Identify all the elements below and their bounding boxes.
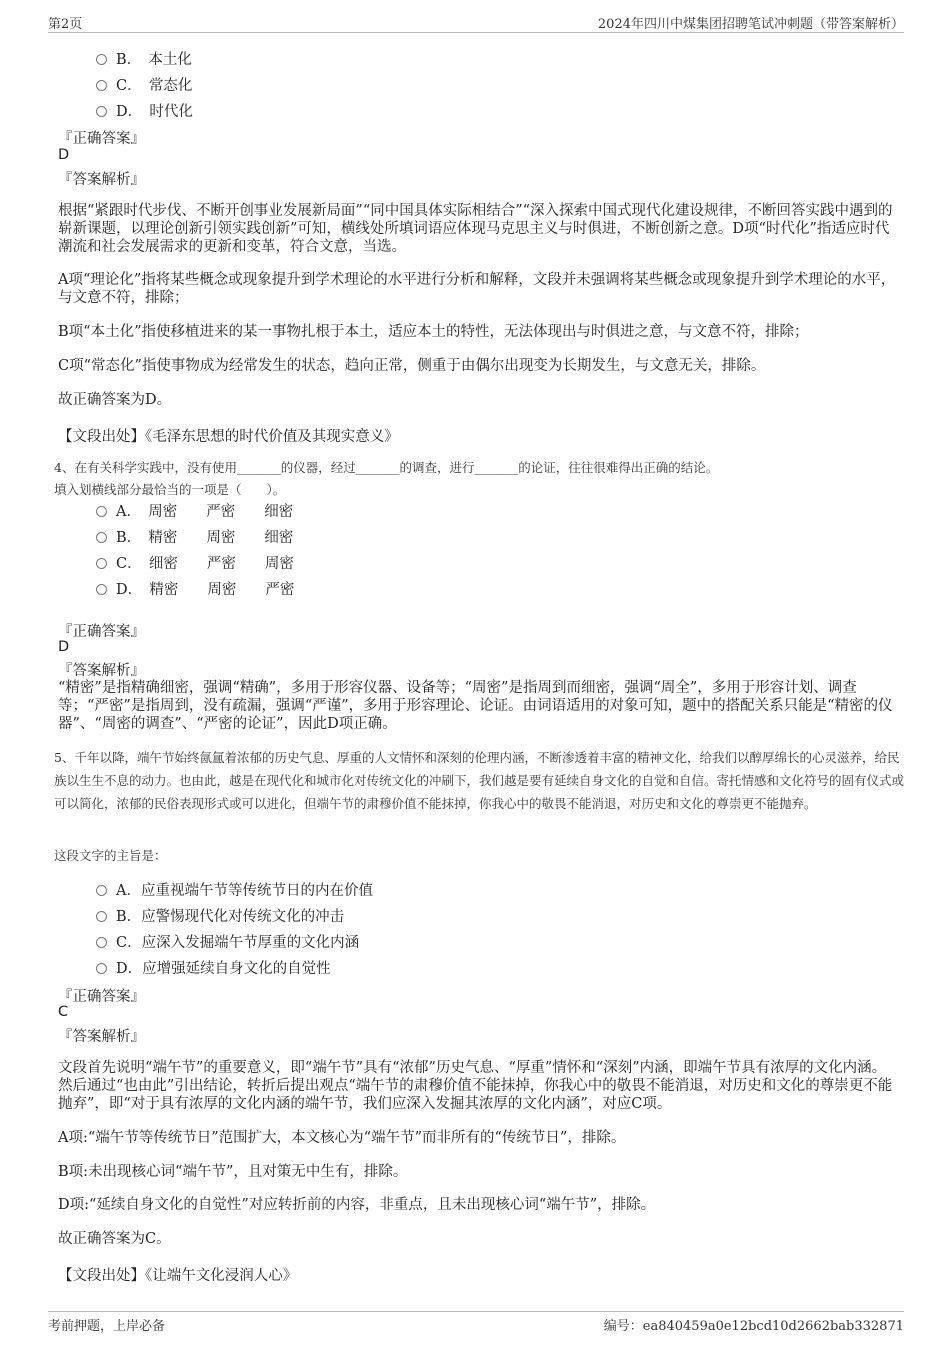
q5-stem: 5、千年以降，端午节始终氤氲着浓郁的历史气息、厚重的人文情怀和深刻的伦理内涵，不断渗透着丰富的精神文化，给我们以醇厚绵长的心灵滋养，给民族以生生不息的动力。也由此，越是在现代化和城市化对传统文化的冲刷下，我们越是要有延续自身文化的自觉和自信。寄托情感和文化符号的固有仪式或可以简化，浓郁的民俗表现形式或可以进化，但端午节的肃穆价值不能抹掉，你我心中的敬畏不能消退，对历史和文化的尊崇更不能抛弃。 — [54, 750, 905, 811]
q3-option-d[interactable]: D． 时代化 — [96, 100, 193, 121]
radio-icon[interactable] — [96, 937, 107, 948]
q5-option-d[interactable]: D．应增强延续自身文化的自觉性 — [96, 957, 331, 978]
q5-analysis-label: 『答案解析』 — [58, 1029, 145, 1045]
q4-answer-label: 『正确答案』 — [58, 624, 145, 640]
q4-analysis: “精密”是指精确细密，强调“精确”，多用于形容仪器、设备等；“周密”是指周到而细密，强调“周全”，多用于形容计划、调查等；“严密”是指周到，没有疏漏，强调“严谨”，多用于形容理论、论证。由词语适用的对象可知，题中的搭配关系只能是“精密的仪器”、“周密的调查”、“严密的论证”，因此D项正确。 — [58, 680, 893, 732]
q3-analysis-para-3: B项“本土化”指使移植进来的某一事物扎根于本土，适应本土的特性，无法体现出与时俱进之意，与文意不符，排除； — [58, 324, 809, 340]
q3-answer: D — [58, 147, 70, 163]
radio-icon[interactable] — [96, 963, 107, 974]
document-id: 编号：ea840459a0e12bcd10d2662bab332871 — [603, 1319, 904, 1334]
q5-option-c[interactable]: C．应深入发掘端午节厚重的文化内涵 — [96, 931, 359, 952]
radio-icon[interactable] — [96, 106, 107, 117]
document-title: 2024年四川中煤集团招聘笔试冲刺题（带答案解析） — [597, 17, 904, 32]
q4-option-b[interactable]: B． 精密 周密 细密 — [96, 526, 293, 547]
q5-option-b[interactable]: B．应警惕现代化对传统文化的冲击 — [96, 905, 344, 926]
q4-option-a[interactable]: A． 周密 严密 细密 — [96, 500, 293, 521]
radio-icon[interactable] — [96, 584, 107, 595]
q5-analysis-para-5: 故正确答案为C。 — [58, 1231, 171, 1247]
q4-option-d[interactable]: D． 精密 周密 严密 — [96, 578, 294, 599]
q3-analysis-para-5: 故正确答案为D。 — [58, 392, 172, 408]
q4-answer: D — [58, 639, 70, 655]
radio-icon[interactable] — [96, 80, 107, 91]
q4-option-c[interactable]: C． 细密 严密 周密 — [96, 552, 294, 573]
q5-analysis-para-3: B项:未出现核心词“端午节”，且对策无中生有，排除。 — [58, 1164, 408, 1180]
footer-slogan: 考前押题，上岸必备 — [48, 1319, 166, 1334]
q4-stem-line-1: 4、在有关科学实践中，没有使用_______的仪器，经过_______的调查，进行_______的论证，往往很难得出正确的结论。 — [54, 460, 719, 475]
q5-option-a[interactable]: A．应重视端午节等传统节日的内在价值 — [96, 879, 373, 900]
q3-analysis-para-2: A项“理论化”指将某些概念或现象提升到学术理论的水平进行分析和解释，文段并未强调将某些概念或现象提升到学术理论的水平，与文意不符，排除； — [58, 272, 896, 306]
radio-icon[interactable] — [96, 911, 107, 922]
q5-answer: C — [58, 1004, 69, 1020]
q4-analysis-label: 『答案解析』 — [58, 663, 145, 679]
q3-analysis-label: 『答案解析』 — [58, 172, 145, 188]
q4-stem-line-2: 填入划横线部分最恰当的一项是（ ）。 — [54, 482, 286, 497]
radio-icon[interactable] — [96, 558, 107, 569]
q3-option-b[interactable]: B． 本土化 — [96, 48, 192, 69]
page-footer — [48, 1311, 904, 1334]
radio-icon[interactable] — [96, 532, 107, 543]
q5-source: 【文段出处】《让端午文化浸润人心》 — [58, 1268, 298, 1284]
q5-analysis-para-2: A项:“端午节等传统节日”范围扩大，本文核心为“端午节”而非所有的“传统节日”，排除。 — [58, 1130, 626, 1146]
q3-option-c[interactable]: C． 常态化 — [96, 74, 192, 95]
q5-answer-label: 『正确答案』 — [58, 989, 145, 1005]
q3-analysis-para-4: C项“常态化”指使事物成为经常发生的状态，趋向正常，侧重于由偶尔出现变为长期发生，与文意无关，排除。 — [58, 358, 766, 374]
radio-icon[interactable] — [96, 506, 107, 517]
radio-icon[interactable] — [96, 54, 107, 65]
radio-icon[interactable] — [96, 885, 107, 896]
q5-analysis-para-1: 文段首先说明“端午节”的重要意义，即“端午节”具有“浓郁”历史气息、“厚重”情怀和“深刻”内涵，即端午节具有浓厚的文化内涵。然后通过“也由此”引出结论，转折后提出观点“端午节的肃穆价值不能抹掉，你我心中的敬畏不能消退，对历史和文化的尊崇更不能抛弃”，即“对于具有浓厚的文化内涵的端午节，我们应深入发掘其浓厚的文化内涵”，对应C项。 — [58, 1060, 893, 1112]
q3-analysis-para-1: 根据“紧跟时代步伐、不断开创事业发展新局面”“同中国具体实际相结合”“深入探索中国式现代化建设规律，不断回答实践中遇到的崭新课题，以理论创新引领实践创新”可知，横线处所填词语应体现马克思主义与时俱进，不断创新之意。D项“时代化”指适应时代潮流和社会发展需求的更新和变革，符合文意，当选。 — [58, 203, 893, 255]
page-number: 第2页 — [48, 17, 83, 32]
q5-analysis-para-4: D项:“延续自身文化的自觉性”对应转折前的内容，非重点，且未出现核心词“端午节”，排除。 — [58, 1197, 656, 1213]
page-header — [48, 12, 904, 33]
q3-answer-label: 『正确答案』 — [58, 131, 145, 147]
q3-source: 【文段出处】《毛泽东思想的时代价值及其现实意义》 — [58, 429, 399, 445]
q5-question: 这段文字的主旨是： — [54, 848, 167, 863]
